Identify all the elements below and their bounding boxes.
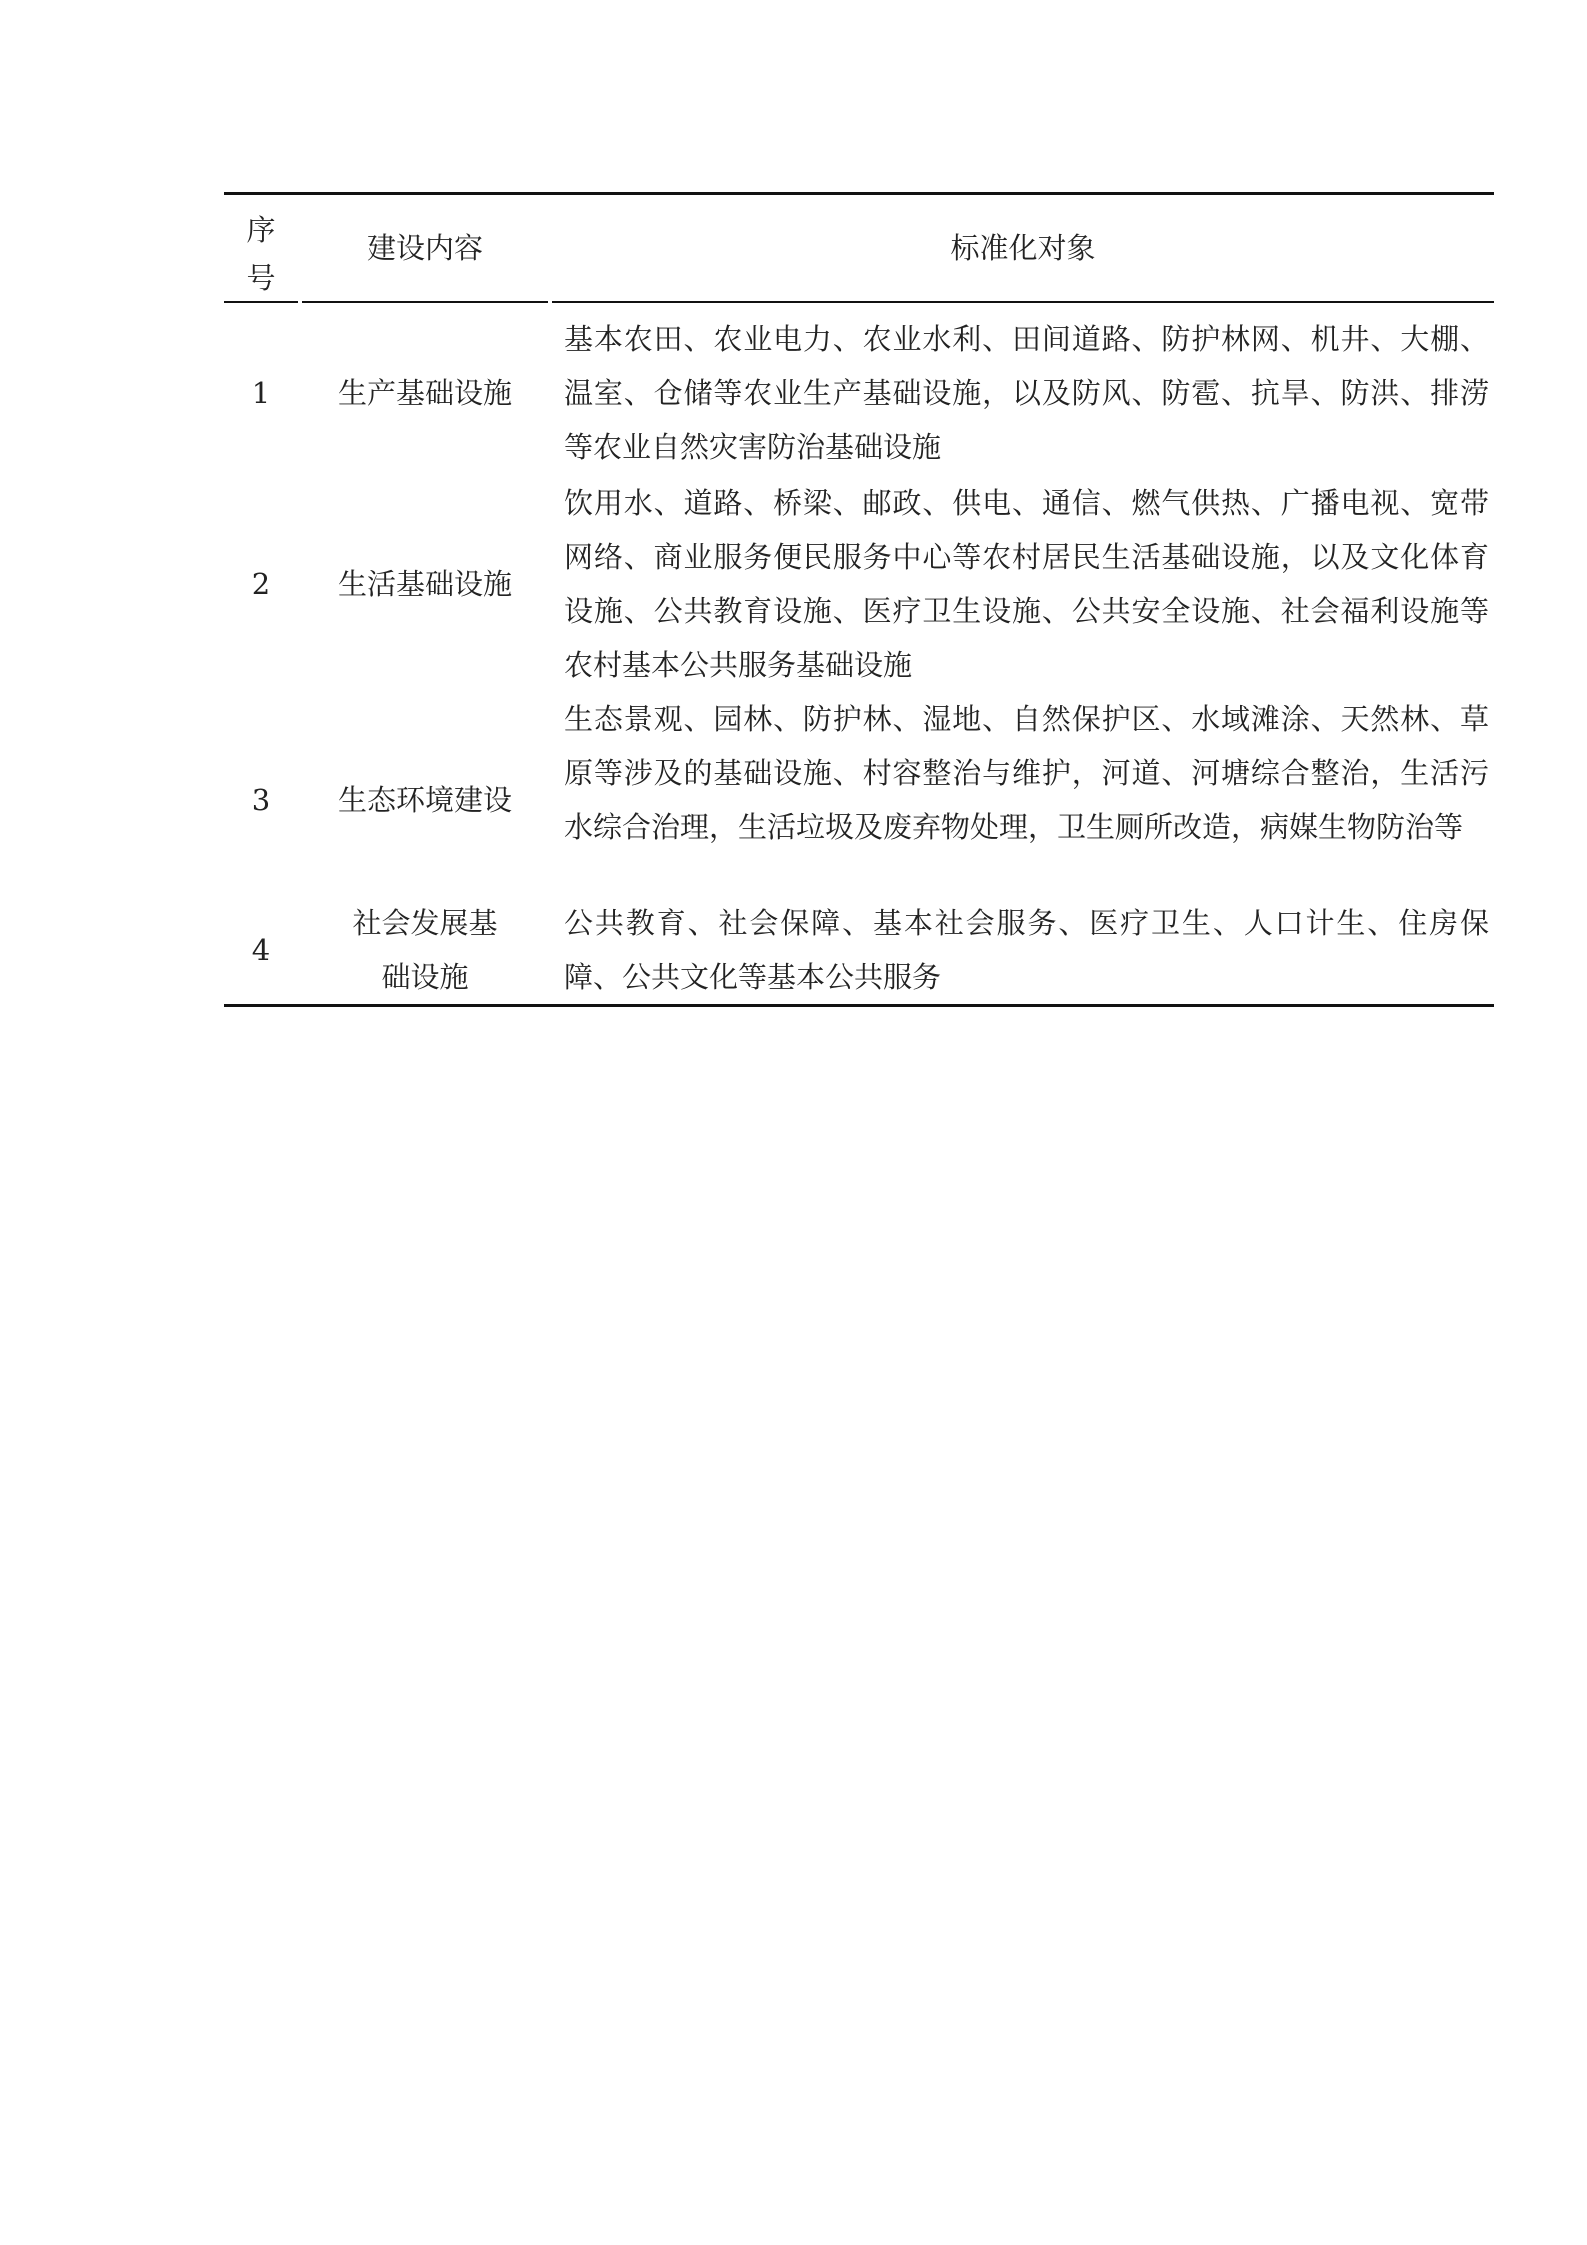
header-rule-object: [552, 301, 1494, 303]
row-1-content: 生产基础设施: [337, 376, 512, 410]
row-2-content: 生活基础设施: [337, 567, 512, 601]
row-2-num: 2: [251, 567, 271, 601]
header-rule-content: [302, 301, 548, 303]
row-3-object: 生态景观、园林、防护林、湿地、自然保护区、水域滩涂、天然林、草原等涉及的基础设施、村容整治与维护，河道、河塘综合整治，生活污水综合治理，生活垃圾及废弃物处理，卫生厕所改造，病媒生物防治等: [564, 702, 1489, 844]
header-object: 标准化对象: [950, 231, 1096, 265]
table-bottom-rule: [224, 1004, 1494, 1007]
header-content: 建设内容: [366, 231, 483, 265]
table-top-rule: [224, 192, 1494, 195]
row-1-num: 1: [251, 376, 271, 410]
header-num: 序号: [246, 213, 276, 295]
header-rule-num: [224, 301, 298, 303]
row-4-num: 4: [251, 933, 271, 967]
row-4-content: 社会发展基础设施: [352, 906, 498, 994]
row-3-num: 3: [251, 783, 271, 817]
row-4-object: 公共教育、社会保障、基本社会服务、医疗卫生、人口计生、住房保障、公共文化等基本公共服务: [564, 906, 1489, 994]
row-3-content: 生态环境建设: [337, 783, 512, 817]
row-2-object: 饮用水、道路、桥梁、邮政、供电、通信、燃气供热、广播电视、宽带网络、商业服务便民服务中心等农村居民生活基础设施，以及文化体育设施、公共教育设施、医疗卫生设施、公共安全设施、社会福利设施等农村基本公共服务基础设施: [564, 486, 1489, 682]
row-1-object: 基本农田、农业电力、农业水利、田间道路、防护林网、机井、大棚、温室、仓储等农业生产基础设施，以及防风、防雹、抗旱、防洪、排涝等农业自然灾害防治基础设施: [564, 322, 1489, 464]
